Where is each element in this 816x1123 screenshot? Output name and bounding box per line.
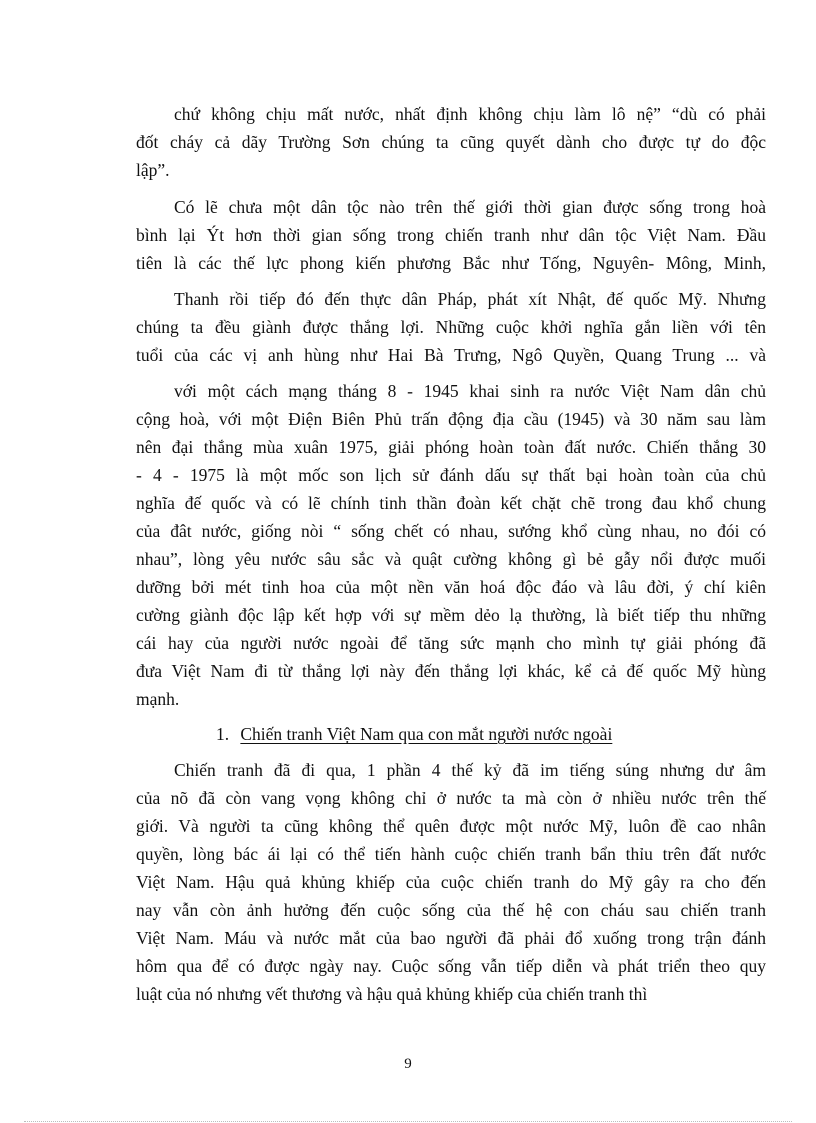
text-line: cộng hoà, với một Điện Biên Phủ trấn động địa cầu (1945) và 30 năm sau làm [136, 409, 766, 429]
text-line: dưỡng bởi mét tinh hoa của một nền văn hoá độc đáo và lâu đời, ý chí kiên [136, 577, 766, 597]
text-line: Việt Nam. Hậu quả khủng khiếp của cuộc chiến tranh do Mỹ gây ra cho đến [136, 872, 766, 892]
text-line: với một cách mạng tháng 8 - 1945 khai sinh ra nước Việt Nam dân chủ [174, 381, 766, 401]
text-line: luật của nó nhưng vết thương và hậu quả khủng khiếp của chiến tranh thì [136, 984, 648, 1004]
text-line: chứ không chịu mất nước, nhất định không chịu làm lô nệ” “dù có phải [174, 104, 766, 124]
text-line: nay vẫn còn ảnh hưởng đến cuộc sống của thế hệ con cháu sau chiến tranh [136, 900, 766, 920]
text-line: nhau”, lòng yêu nước sâu sắc và quật cường không gì bẻ gẫy nổi được muối [136, 549, 766, 569]
text-line: - 4 - 1975 là một mốc son lịch sử đánh dấu sự thất bại hoàn toàn của chủ [136, 465, 766, 485]
text-line: Việt Nam. Máu và nước mắt của bao người đã phải đổ xuống trong trận đánh [136, 928, 766, 948]
text-line: nên đại thắng mùa xuân 1975, giải phóng hoàn toàn đất nước. Chiến thắng 30 [136, 437, 766, 457]
text-line: Có lẽ chưa một dân tộc nào trên thế giới thời gian được sống trong hoà [174, 197, 766, 217]
text-line: bình lại Ýt hơn thời gian sống trong chiến tranh như dân tộc Việt Nam. Đầu [136, 225, 766, 245]
section-heading [216, 720, 612, 748]
page-number: 9 [404, 1056, 412, 1072]
section-title: Chiến tranh Việt Nam qua con mắt người nước ngoài [240, 724, 613, 744]
text-line: của nõ đã còn vang vọng không chỉ ở nước ta mà còn ở nhiều nước trên thế [136, 788, 766, 808]
text-line: Chiến tranh đã đi qua, 1 phần 4 thế kỷ đã im tiếng súng nhưng dư âm [174, 760, 766, 780]
text-line: cường giành độc lập kết hợp với sự mềm dẻo lạ thường, là biết tiếp thu những [136, 605, 766, 625]
text-line: tuổi của các vị anh hùng như Hai Bà Trưng, Ngô Quyền, Quang Trung ... và [136, 345, 766, 365]
text-line: đưa Việt Nam đi từ thắng lợi này đến thắng lợi khác, kể cả đế quốc Mỹ hùng [136, 661, 766, 681]
section-number: 1. [216, 724, 230, 744]
text-line: lập”. [136, 160, 170, 180]
text-line: hôm qua để có được ngày nay. Cuộc sống vẫn tiếp diễn và phát triển theo quy [136, 956, 766, 976]
text-line: chúng ta đều giành được thắng lợi. Những cuộc khởi nghĩa gắn liền với tên [136, 317, 766, 337]
page-bottom-divider [24, 1121, 792, 1122]
text-line: tiên là các thế lực phong kiến phương Bắc như Tống, Nguyên- Mông, Minh, [136, 253, 766, 273]
text-line: mạnh. [136, 689, 180, 709]
text-line: quyền, lòng bác ái lại có thể tiến hành cuộc chiến tranh bẩn thỉu trên đất nước [136, 844, 766, 864]
text-line: của đât nước, giống nòi “ sống chết có nhau, sướng khổ cùng nhau, no đói có [136, 521, 766, 541]
text-line: Thanh rồi tiếp đó đến thực dân Pháp, phát xít Nhật, đế quốc Mỹ. Nhưng [174, 289, 766, 309]
text-line: đốt cháy cả dãy Trường Sơn chúng ta cũng quyết dành cho được tự do độc [136, 132, 766, 152]
text-line: giới. Và người ta cũng không thể quên được một nước Mỹ, luôn đề cao nhân [136, 816, 766, 836]
text-line: cái hay của người nước ngoài để tăng sức mạnh cho mình tự giải phóng đã [136, 633, 766, 653]
text-line: nghĩa đế quốc và có lẽ chính tinh thần đoàn kết chặt chẽ trong đau khổ chung [136, 493, 766, 513]
